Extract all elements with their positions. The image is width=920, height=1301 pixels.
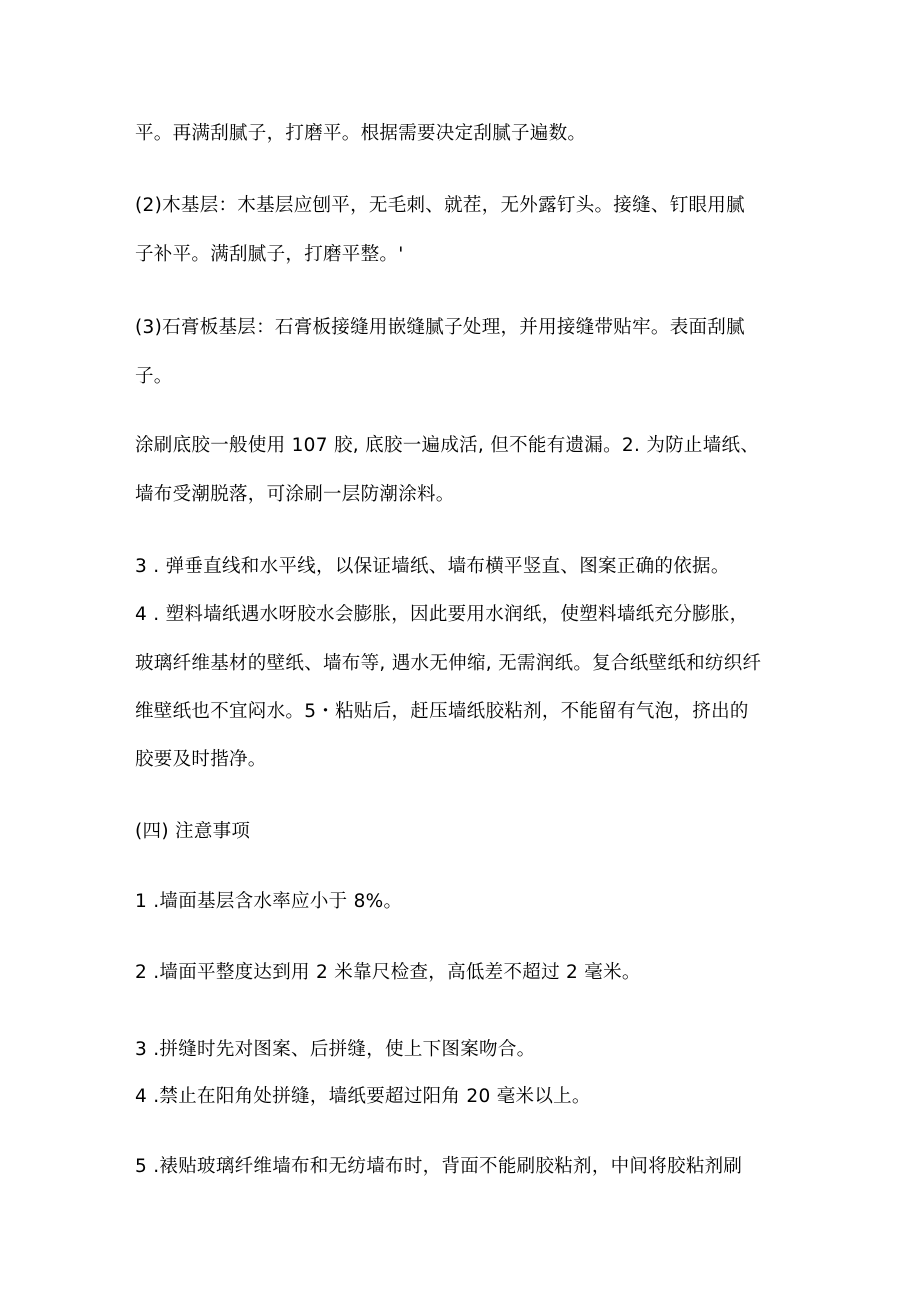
text-line: 子。: [135, 366, 173, 387]
text-line: (3)石膏板基层：石膏板接缝用嵌缝腻子处理，并用接缝带贴牢。表面刮腻: [135, 317, 745, 338]
text-line: 1 .墙面基层含水率应小于 8%。: [135, 891, 403, 912]
text-line: 2 .墙面平整度达到用 2 米靠尺检查，高低差不超过 2 毫米。: [135, 962, 641, 983]
text-line: 3 .拼缝时先对图案、后拼缝，使上下图案吻合。: [135, 1039, 536, 1060]
section-heading: (四) 注意事项: [135, 821, 251, 842]
text-line: 3 . 弹垂直线和水平线，以保证墙纸、墙布横平竖直、图案正确的依据。: [135, 556, 730, 577]
text-line: 维壁纸也不宜闷水。5・粘贴后，赶压墙纸胶粘剂，不能留有气泡，挤出的: [135, 701, 749, 722]
text-line: (2)木基层：木基层应刨平，无毛刺、就茬，无外露钉头。接缝、钉眼用腻: [135, 195, 745, 216]
text-line: 子补平。满刮腻子，打磨平整。': [135, 244, 404, 265]
text-line: 墙布受潮脱落，可涂刷一层防潮涂料。: [135, 484, 455, 505]
text-line: 5 .裱贴玻璃纤维墙布和无纺墙布时，背面不能刷胶粘剂，中间将胶粘剂刷: [135, 1156, 743, 1177]
text-line: 玻璃纤维基材的壁纸、墙布等, 遇水无伸缩, 无需润纸。复合纸壁纸和纺织纤: [135, 653, 762, 674]
text-line: 胶要及时揩净。: [135, 749, 267, 770]
text-line: 4 .禁止在阳角处拼缝，墙纸要超过阳角 20 毫米以上。: [135, 1086, 591, 1107]
text-line: 4 . 塑料墙纸遇水呀胶水会膨胀，因此要用水润纸，使塑料墙纸充分膨胀，: [135, 604, 749, 625]
text-line: 涂刷底胶一般使用 107 胶, 底胶一遍成活, 但不能有遗漏。2. 为防止墙纸、: [135, 435, 760, 456]
text-line: 平。再满刮腻子，打磨平。根据需要决定刮腻子遍数。: [135, 123, 587, 144]
